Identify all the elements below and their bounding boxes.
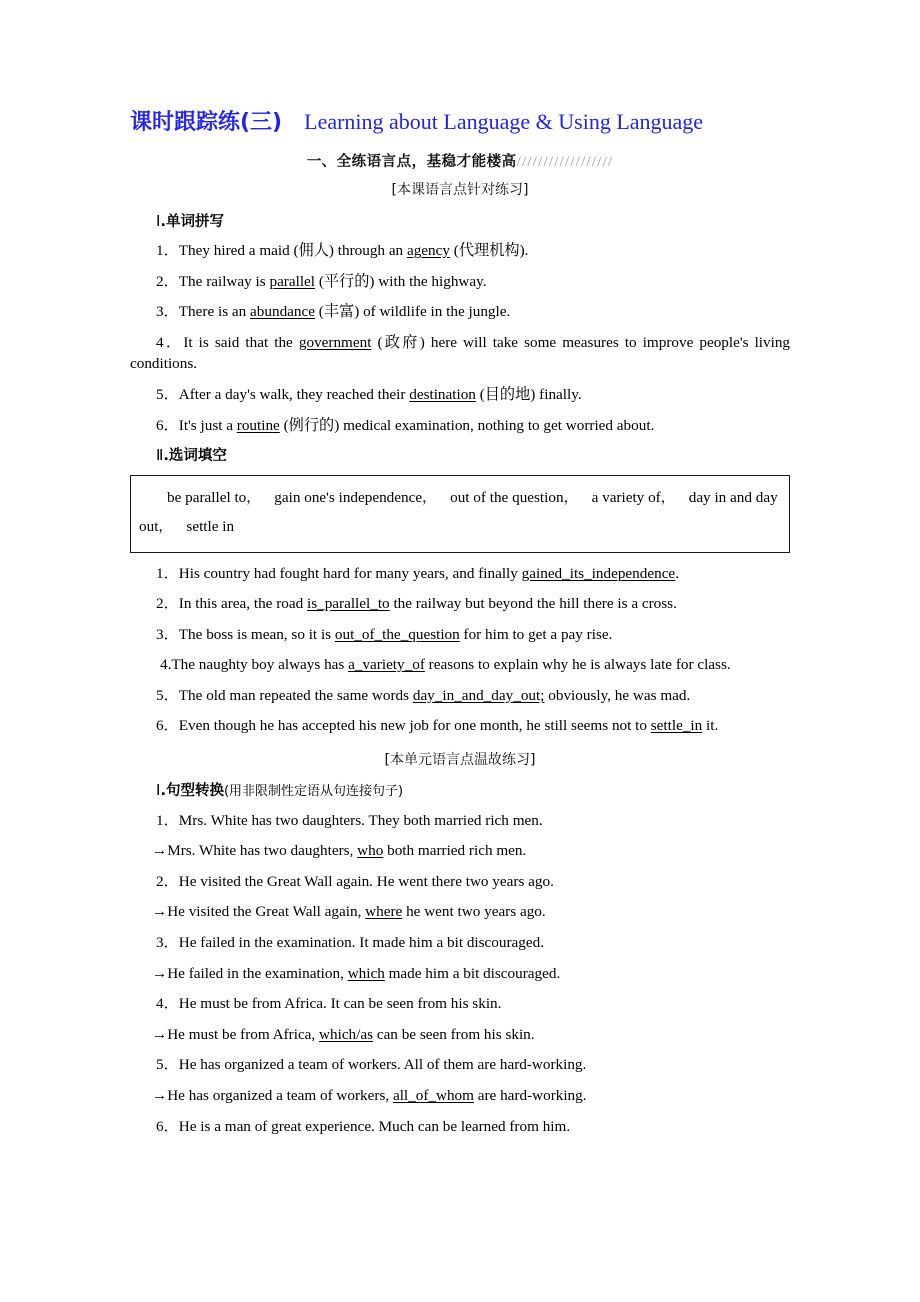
exercise-item xyxy=(130,1116,790,1138)
item-text-post: (代理机构). xyxy=(449,242,529,260)
answer-text-pre: He must be from Africa, xyxy=(167,1025,320,1043)
arrow-icon: → xyxy=(152,1025,168,1043)
item-text-pre: It's just a xyxy=(178,416,237,434)
item-answer: which/as xyxy=(319,1025,374,1043)
word-spelling-list xyxy=(130,240,790,436)
sentence-transformation-list xyxy=(130,810,790,1137)
word-bank-separator: ， xyxy=(563,489,578,506)
exercise-item xyxy=(130,384,790,406)
item-answer: all_of_whom xyxy=(392,1086,474,1104)
subheading-note: (用非限制性定语从句连接句子) xyxy=(223,784,404,800)
exercise-answer-line xyxy=(130,1024,790,1046)
arrow-icon: → xyxy=(152,903,168,921)
answer-text-pre: He has organized a team of workers, xyxy=(167,1086,393,1104)
exercise-item xyxy=(130,415,790,437)
item-number: 2． xyxy=(156,595,179,613)
word-bank-entry: day in and day out xyxy=(139,488,778,535)
subheading-label: .选词填空 xyxy=(163,448,227,465)
section-banner xyxy=(130,152,790,171)
item-text-post: obviously, he was mad. xyxy=(544,686,691,704)
item-answer: which xyxy=(347,964,385,982)
item-answer: destination xyxy=(409,386,476,404)
item-text-pre: The railway is xyxy=(178,272,270,290)
exercise-item xyxy=(130,624,790,646)
exercise-item xyxy=(130,871,790,893)
item-text-pre: His country had fought hard for many years, and finally xyxy=(178,564,522,582)
section-banner-slashes: ////////////////// xyxy=(516,154,614,170)
item-prompt: He has organized a team of workers. All of them are hard-working. xyxy=(178,1056,587,1074)
exercise-answer-line xyxy=(130,840,790,862)
item-prompt: He failed in the examination. It made him a bit discouraged. xyxy=(178,934,545,952)
item-answer: a_variety_of xyxy=(348,656,425,674)
item-answer: where xyxy=(365,903,403,921)
item-text-pre: The boss is mean, so it is xyxy=(178,625,335,643)
item-number: 6． xyxy=(156,717,179,735)
item-text-pre: They hired a maid (佣人) through an xyxy=(178,242,407,260)
item-text-pre: There is an xyxy=(178,303,251,321)
arrow-icon: → xyxy=(152,964,168,982)
exercise-answer-line xyxy=(130,1085,790,1107)
arrow-icon: → xyxy=(152,1086,168,1104)
item-number: 6． xyxy=(156,416,179,434)
exercise-item xyxy=(130,563,790,585)
exercise-answer-line xyxy=(130,963,790,985)
exercise-item xyxy=(130,301,790,323)
answer-text-post: he went two years ago. xyxy=(402,903,546,921)
item-number: 4. xyxy=(160,656,172,674)
item-text-post: it. xyxy=(702,717,719,735)
item-number: 4． xyxy=(156,995,179,1013)
exercise-item xyxy=(130,1054,790,1076)
subheading-label: .单词拼写 xyxy=(160,213,224,230)
item-answer: parallel xyxy=(269,272,316,290)
item-text-post: the railway but beyond the hill there is a cross. xyxy=(389,595,677,613)
answer-text-post: are hard-working. xyxy=(473,1086,587,1104)
word-bank-separator: ， xyxy=(660,489,675,506)
exercise-item xyxy=(130,715,790,737)
item-answer: abundance xyxy=(250,303,315,321)
answer-text-pre: He failed in the examination, xyxy=(167,964,348,982)
word-bank-separator: ， xyxy=(246,489,261,506)
item-answer: day_in_and_day_out; xyxy=(412,686,545,704)
item-prompt: Mrs. White has two daughters. They both married rich men. xyxy=(178,811,543,829)
item-text-pre: The naughty boy always has xyxy=(171,656,349,674)
item-number: 1． xyxy=(156,564,179,582)
section-banner-text: 一、全练语言点，基稳才能楼高 xyxy=(306,154,517,170)
item-text-post: (例行的) medical examination, nothing to get worried about. xyxy=(279,416,655,434)
word-bank-entry: out of the question xyxy=(450,488,564,506)
item-prompt: He visited the Great Wall again. He went there two years ago. xyxy=(178,872,554,890)
exercise-item xyxy=(130,685,790,707)
item-answer: is_parallel_to xyxy=(306,595,390,613)
word-bank-box xyxy=(130,475,790,553)
item-answer: settle_in xyxy=(650,717,703,735)
subheading-numeral: Ⅰ xyxy=(156,213,161,230)
word-bank-entry: a variety of xyxy=(591,488,661,506)
item-number: 5． xyxy=(156,686,179,704)
bracket-heading-unit: [本单元语言点温故练习] xyxy=(384,751,536,768)
item-number: 5． xyxy=(156,1056,179,1074)
exercise-item xyxy=(130,654,790,676)
item-text-post: for him to get a pay rise. xyxy=(459,625,613,643)
item-prompt: He must be from Africa. It can be seen from his skin. xyxy=(178,995,502,1013)
exercise-item xyxy=(130,993,790,1015)
item-number: 1． xyxy=(156,811,179,829)
subheading-word-spelling xyxy=(130,212,790,233)
page-title xyxy=(130,105,790,136)
item-answer: routine xyxy=(236,416,280,434)
subheading-sentence-transformation xyxy=(130,781,790,802)
item-text-pre: It is said that the xyxy=(183,333,299,351)
subheading-word-choice xyxy=(130,446,790,467)
item-number: 6． xyxy=(156,1117,179,1135)
item-answer: who xyxy=(357,842,384,860)
item-text-post: reasons to explain why he is always late for class. xyxy=(424,656,731,674)
word-bank-entry: settle in xyxy=(186,517,235,535)
answer-text-post: can be seen from his skin. xyxy=(373,1025,535,1043)
exercise-answer-line xyxy=(130,901,790,923)
word-bank-entry: be parallel to xyxy=(167,488,247,506)
item-number: 3． xyxy=(156,625,179,643)
item-answer: government xyxy=(298,333,372,351)
subheading-numeral: Ⅱ xyxy=(156,448,164,465)
item-text-pre: After a day's walk, they reached their xyxy=(178,386,410,404)
subheading-numeral: Ⅰ xyxy=(156,783,161,800)
word-bank-text xyxy=(137,484,783,542)
answer-text-pre: He visited the Great Wall again, xyxy=(167,903,366,921)
item-text-post: . xyxy=(675,564,679,582)
page-content xyxy=(130,105,790,1146)
bracket-heading-lesson: [本课语言点针对练习] xyxy=(391,182,529,199)
item-prompt: He is a man of great experience. Much can be learned from him. xyxy=(178,1117,571,1135)
word-bank-separator: ， xyxy=(158,518,173,535)
item-text-pre: The old man repeated the same words xyxy=(178,686,413,704)
item-number: 3． xyxy=(156,934,179,952)
subheading-label: .句型转换 xyxy=(160,783,224,800)
exercise-item xyxy=(130,810,790,832)
arrow-icon: → xyxy=(152,842,168,860)
item-text-post: (政府) here will take some measures to improve people's living conditions. xyxy=(130,333,791,373)
item-text-pre: Even though he has accepted his new job for one month, he still seems not to xyxy=(178,717,651,735)
item-number: 5． xyxy=(156,386,179,404)
answer-text-post: both married rich men. xyxy=(383,842,527,860)
item-number: 2． xyxy=(156,272,179,290)
word-bank-separator: ， xyxy=(422,489,437,506)
title-chinese: 课时跟踪练(三) xyxy=(130,110,283,135)
item-number: 4． xyxy=(156,333,184,351)
item-number: 2． xyxy=(156,872,179,890)
item-answer: agency xyxy=(406,242,450,260)
item-number: 1． xyxy=(156,242,179,260)
exercise-item xyxy=(130,593,790,615)
item-text-post: (目的地) finally. xyxy=(475,386,582,404)
word-choice-list xyxy=(130,563,790,737)
exercise-item xyxy=(130,932,790,954)
answer-text-post: made him a bit discouraged. xyxy=(384,964,561,982)
item-number: 3． xyxy=(156,303,179,321)
item-text-post: (丰富) of wildlife in the jungle. xyxy=(314,303,511,321)
exercise-item xyxy=(130,332,790,375)
item-text-pre: In this area, the road xyxy=(178,595,307,613)
title-english: Learning about Language & Using Language xyxy=(304,109,704,134)
answer-text-pre: Mrs. White has two daughters, xyxy=(167,842,358,860)
item-answer: gained_its_independence xyxy=(521,564,676,582)
exercise-item xyxy=(130,271,790,293)
item-answer: out_of_the_question xyxy=(334,625,460,643)
item-text-post: (平行的) with the highway. xyxy=(315,272,487,290)
exercise-item xyxy=(130,240,790,262)
word-bank-entry: gain one's independence xyxy=(274,488,423,506)
